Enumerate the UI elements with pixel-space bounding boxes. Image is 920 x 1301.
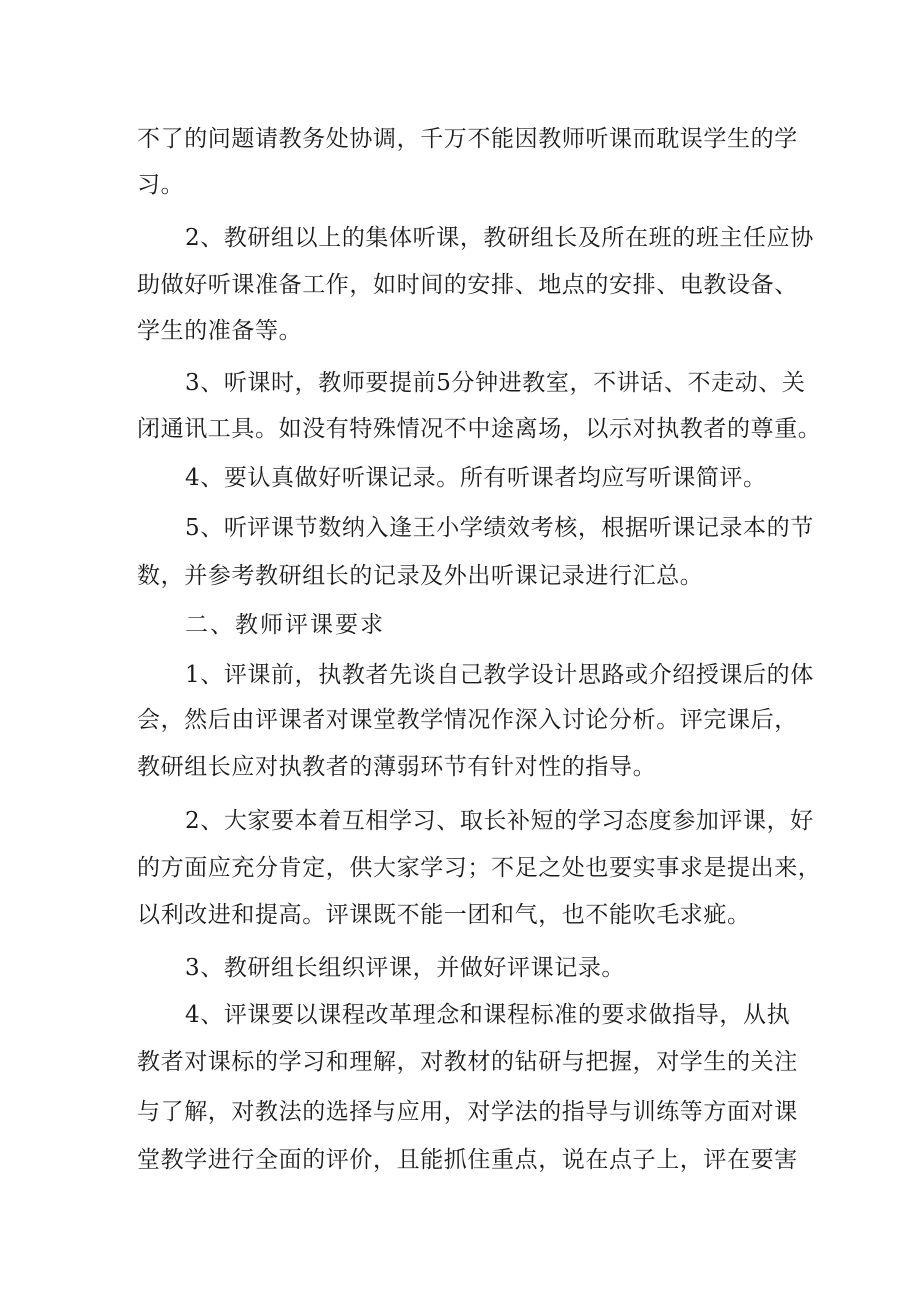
section-heading: 二、教师评课要求 <box>185 612 385 638</box>
text-line: 学生的准备等。 <box>137 318 303 344</box>
text-line: 教者对课标的学习和理解，对教材的钻研与把握，对学生的关注 <box>137 1049 798 1075</box>
text-line: 习。 <box>137 172 185 198</box>
paragraph-start-line: 4、要认真做好听课记录。所有听课者均应写听课简评。 <box>185 465 767 491</box>
text-line: 数，并参考教研组长的记录及外出听课记录进行汇总。 <box>137 563 704 589</box>
text-line: 教研组长应对执教者的薄弱环节有针对性的指导。 <box>137 754 657 780</box>
paragraph-start-line: 3、听课时，教师要提前5分钟进教室，不讲话、不走动、关 <box>185 370 806 396</box>
text-line: 以利改进和提高。评课既不能一团和气，也不能吹毛求疵。 <box>137 902 751 928</box>
text-line: 助做好听课准备工作，如时间的安排、地点的安排、电教设备、 <box>137 272 798 298</box>
paragraph-start-line: 5、听评课节数纳入逢王小学绩效考核，根据听课记录本的节 <box>185 515 814 541</box>
paragraph-start-line: 2、大家要本着互相学习、取长补短的学习态度参加评课，好 <box>185 808 814 834</box>
text-line: 不了的问题请教务处协调，千万不能因教师听课而耽误学生的学 <box>137 126 798 152</box>
text-line: 会，然后由评课者对课堂教学情况作深入讨论分析。评完课后， <box>137 707 798 733</box>
paragraph-start-line: 3、教研组长组织评课，并做好评课记录。 <box>185 955 626 981</box>
paragraph-start-line: 4、评课要以课程改革理念和课程标准的要求做指导，从执 <box>185 1002 791 1028</box>
paragraph-start-line: 2、教研组以上的集体听课，教研组长及所在班的班主任应协 <box>185 225 814 251</box>
text-line: 堂教学进行全面的评价，且能抓住重点，说在点子上，评在要害 <box>137 1147 798 1173</box>
text-line: 与了解，对教法的选择与应用，对学法的指导与训练等方面对课 <box>137 1099 798 1125</box>
text-line: 闭通讯工具。如没有特殊情况不中途离场，以示对执教者的尊重。 <box>137 416 822 442</box>
text-line: 的方面应充分肯定，供大家学习；不足之处也要实事求是提出来， <box>137 855 822 881</box>
paragraph-start-line: 1、评课前，执教者先谈自己教学设计思路或介绍授课后的体 <box>185 662 814 688</box>
